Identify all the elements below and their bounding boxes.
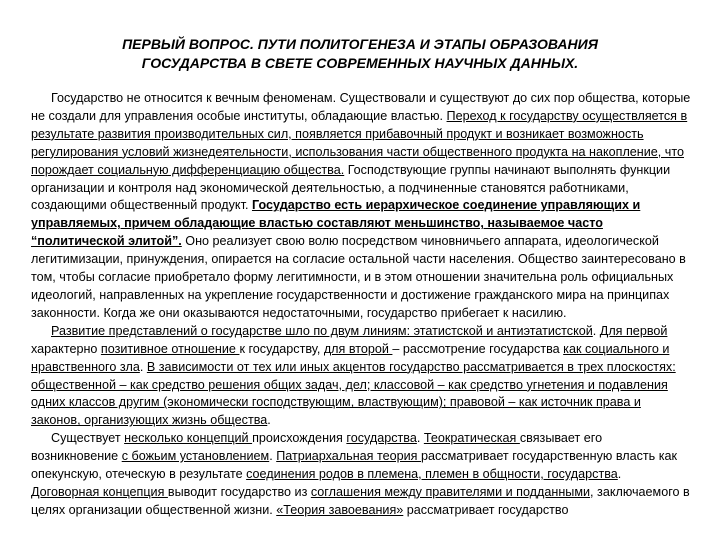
text-run: – рассмотрение государства [392,341,564,356]
text-run: характерно [31,341,101,356]
text-run: Государство не относится к вечным феноменам. Существовали и существуют до сих пор общества, которые не создали для управления особые институты, обладающие властью. [31,91,691,123]
underlined-text: как социального и нравственного зла [31,341,670,374]
title-line-1: ПЕРВЫЙ ВОПРОС. ПУТИ ПОЛИТОГЕНЕЗА И ЭТАПЫ ОБРАЗОВАНИЯ [122,36,598,52]
slide-title [40,35,680,73]
text-run: . [416,431,424,446]
underlined-text: Государство есть иерархическое соединение управляющих и управляемых, причем обладающие властью составляют меньшинство, называемое часто “политической элитой”. [31,198,641,249]
slide-body-text [31,90,691,520]
title-line-2: ГОСУДАРСТВА В СВЕТЕ СОВРЕМЕННЫХ НАУЧНЫХ ДАННЫХ. [141,55,579,71]
text-run: Господствующие группы начинают выполнять функции организации и контроля над экономической деятельностью, а подчиненные становятся работниками, создающими общественный продукт. [31,162,671,213]
underlined-text: государства [346,431,417,446]
paragraph [31,430,691,520]
underlined-text: позитивное отношение [100,341,240,356]
text-run: рассматривает государство [403,502,569,517]
paragraph [31,90,691,323]
underlined-text: Договорная концепция [31,484,168,499]
underlined-text: «Теория завоевания» [276,502,404,517]
text-run: . [267,413,271,428]
text-run: . [592,323,600,338]
underlined-text: Для первой [599,323,668,338]
underlined-text: Теократическая [423,431,520,446]
text-run: . [139,359,147,374]
underlined-text: В зависимости от тех или иных акцентов государство рассматривается в трех плоскостях: общественной – как средство решения общих задач, дел; классовой – как средство угнетения и подавления одних классов другим (экономически господствующим, властвующим); правовой – как источник права и законов, организующих жизнь общества [31,359,676,428]
underlined-text: Патриархальная теория [276,449,421,464]
text-run: к государству, [239,341,324,356]
text-run: Существует [51,431,125,446]
text-run: связывает его возникновение [31,431,603,464]
underlined-text: Развитие представлений о государстве шло по двум линиям: этатистской и антиэтатистской [51,323,593,338]
text-run: выводит государство из [167,484,311,499]
underlined-text: соединения родов в племена, племен в общности, государства [246,467,618,482]
underlined-text: несколько концепций [124,431,253,446]
text-run: Оно реализует свою волю посредством чиновничьего аппарата, идеологической легитимизации, принуждения, опирается на согласие остальной части населения. Общество заинтересовано в том, чтобы согласие приобретало форму легитимности, и в этом отношении значительна роль официальных идеологий, направленных на укрепление государственности и достижение гражданского мира на принципах законности. Когда же они оказываются недостаточными, государство прибегает к насилию. [31,234,686,320]
paragraph [31,323,691,430]
text-run: рассматривает государственную власть как опекунскую, отеческую в результате [31,449,678,482]
underlined-text: Переход к государству осуществляется в результате развития производительных сил, появляется прибавочный продукт и возникает возможность регулирования условий жизнедеятельности, использования части общественного продукта на накопление, что порождает социальную дифференциацию общества. [31,108,688,177]
underlined-text: соглашения между правителями и подданными [310,484,591,499]
text-run: . [617,467,622,482]
text-run: . [269,449,277,464]
text-run: , заключаемого в целях организации общественной жизни. [31,484,690,517]
underlined-text: для второй [323,341,393,356]
underlined-text: с божьим установлением [121,449,270,464]
text-run: происхождения [252,431,347,446]
